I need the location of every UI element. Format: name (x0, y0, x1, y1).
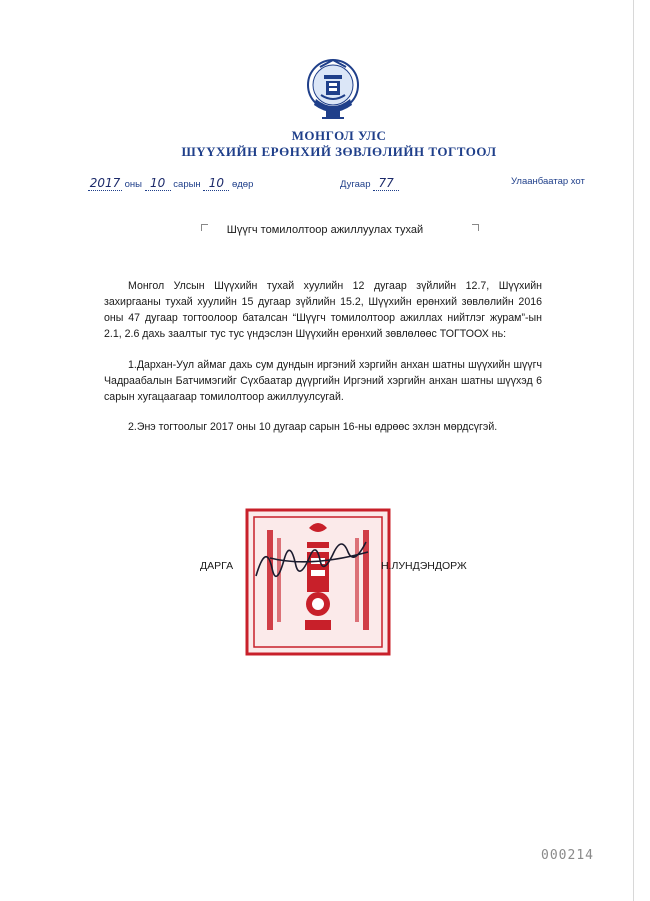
org-title-line1: МОНГОЛ УЛС (291, 128, 387, 143)
resolution-item-1: 1.Дархан-Уул аймаг дахь сум дундын иргэний хэргийн анхан шатны шүүхийн шүүгч Чадраабалын Батчимэгийг Сүхбаатар дүүргийн Иргэний хэргийн анхан шатны шүүхэд 6 сарын хугацаагаар томилолтоор ажиллуулсугай. (104, 359, 542, 403)
month-field: 10 (145, 176, 171, 191)
signatory-name: Н.ЛУНДЭНДОРЖ (381, 560, 467, 572)
year-field: 2017 (89, 176, 121, 190)
resolution-item-2: 2.Энэ тогтоолыг 2017 оны 10 дугаар сарын 16-ны өдрөөс эхлэн мөрдсүгэй. (128, 421, 498, 433)
month-suffix: сарын (173, 179, 201, 190)
date-field (88, 176, 253, 191)
document-serial-number: 000214 (541, 848, 594, 863)
day-suffix: өдөр (231, 179, 254, 190)
signatory-title: ДАРГА (200, 560, 234, 572)
day-field: 10 (203, 176, 229, 191)
year-suffix: оны (124, 179, 142, 190)
place-field: Улаанбаатар хот (511, 176, 585, 187)
subject-title: Шүүгч томилолтоор ажиллуулах тухай (226, 224, 424, 236)
number-field (340, 176, 399, 191)
number-value: 77 (378, 176, 394, 190)
preamble-paragraph: Монгол Улсын Шүүхийн тухай хуулийн 12 дугаар зүйлийн 12.7, Шүүхийн захиргааны тухай хуулийн 15 дугаар зүйлийн 15.2, Шүүхийн ерөнхий зөвлөлийн 2016 оны 47 дугаар тогтоолоор баталсан “Шүүгч томилолтоор ажиллах нийтлэг журам”-ын 2.1, 2.6 дахь заалтыг тус тус үндэслэн Шүүхийн ерөнхий зөвлөлөөс ТОГТООХ нь: (104, 280, 542, 340)
handwritten-signature (250, 540, 380, 590)
state-emblem-icon (306, 55, 360, 123)
number-label: Дугаар (340, 179, 371, 190)
org-title-line2: ШҮҮХИЙН ЕРӨНХИЙ ЗӨВЛӨЛИЙН ТОГТООЛ (181, 144, 497, 159)
